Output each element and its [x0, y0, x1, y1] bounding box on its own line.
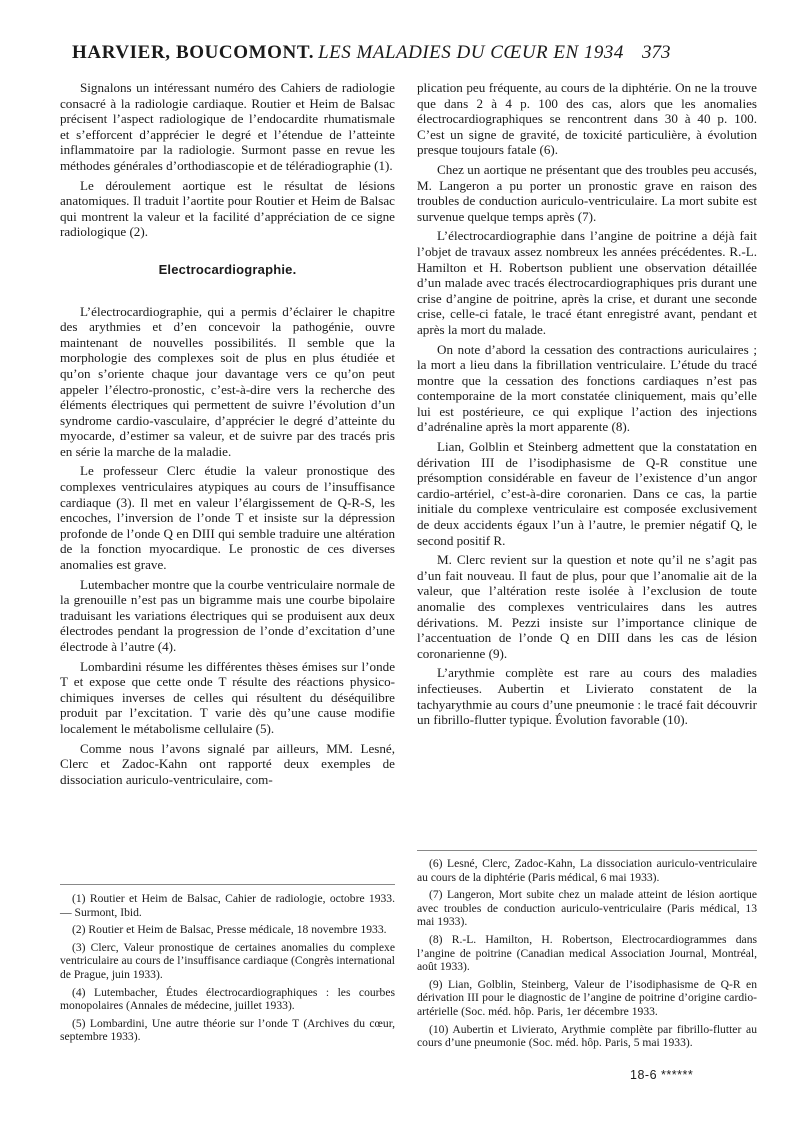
footnote: (5) Lombardini, Une autre théorie sur l’onde T (Archives du cœur, septembre 1933).	[60, 1016, 395, 1044]
header-authors: HARVIER, BOUCOMONT.	[72, 42, 315, 63]
left-column	[60, 80, 395, 791]
footnote: (1) Routier et Heim de Balsac, Cahier de radiologie, octobre 1933. — Surmont, Ibid.	[60, 892, 395, 919]
paragraph: Lutembacher montre que la courbe ventriculaire normale de la grenouille n’est pas un bigramme mais une courbe bipolaire traduisant les variations électriques qui se produisent aux deux électrodes pendant la progression de l’onde d’excitation d’une électrode à l’autre (4).	[60, 576, 395, 654]
paragraph: L’arythmie complète est rare au cours des maladies infectieuses. Aubertin et Livierato constatent de la tachyarythmie au cours d’une pneumonie : le tracé fait découvrir un fibrillo-flutter typique. Évolution favorable (10).	[417, 665, 757, 728]
right-column	[417, 80, 757, 732]
paragraph: M. Clerc revient sur la question et note qu’il ne s’agit pas d’un fait nouveau. Il faut de plus, pour que l’anomalie ait de la valeur, que l’altération reste isolée à l’exclusion de toute anomalie des complexes ventriculaires dans les autres dérivations. M. Pezzi insiste sur l’importance clinique de l’accentuation de l’onde Q en DIII dans les cas de lésion coronarienne (9).	[417, 552, 757, 661]
paragraph: Le professeur Clerc étudie la valeur pronostique des complexes ventriculaires atypiques au cours de l’insuffisance cardiaque (3). Il met en valeur l’élargissement de Q-R-S, les encoches, l’inversion de l’onde T et insiste sur la dépression profonde de l’onde Q en DIII qui semble traduire une altération de la fonction myocardique. Le pronostic de ces diverses anomalies est grave.	[60, 463, 395, 573]
footnote: (3) Clerc, Valeur pronostique de certaines anomalies du complexe ventriculaire au cours de l’insuffisance cardiaque (Congrès international de Prague, juin 1933).	[60, 940, 395, 981]
footnote: (7) Langeron, Mort subite chez un malade atteint de lésion aortique avec troubles de conduction auriculo-ventriculaire (Paris médical, 13 mai 1933).	[417, 888, 757, 929]
footnotes-left	[60, 892, 395, 1048]
paragraph: Le déroulement aortique est le résultat de lésions anatomiques. Il traduit l’aortite pour Routier et Heim de Balsac qui montrent la valeur et la facilité d’appréciation de ce signe radiologique (2).	[60, 177, 395, 240]
footnotes-right	[417, 857, 757, 1054]
footnote: (6) Lesné, Clerc, Zadoc-Kahn, La dissociation auriculo-ventriculaire au cours de la diphtérie (Paris médical, 6 mai 1933).	[417, 857, 757, 884]
footnote: (8) R.-L. Hamilton, H. Robertson, Electrocardiogrammes dans l’angine de poitrine (Canadian medical Association Journal, Montréal, août 1933).	[417, 932, 757, 974]
paragraph: L’électrocardiographie dans l’angine de poitrine a déjà fait l’objet de travaux assez nombreux les années précédentes. R.-L. Hamilton et H. Robertson publient une observation détaillée d’un malade avec tracés électrocardiographiques pris durant une crise d’angine de poitrine, après la crise, et durant une seconde crise, celle-ci fatale, le tracé étant enregistré avant, pendant et après la mort du malade.	[417, 228, 757, 337]
running-header	[72, 42, 792, 72]
paragraph: On note d’abord la cessation des contractions auriculaires ; la mort a lieu dans la fibrillation ventriculaire. L’étude du tracé montre que la cessation des fonctions cardiaques n’est pas contemporaine de la mort constatée cliniquement, mais qu’elle lui est postérieure, ce qui explique l’action des injections d’adrénaline après la mort apparente (8).	[417, 341, 757, 435]
footnote-rule-left	[60, 884, 395, 885]
header-title: LES MALADIES DU CŒUR EN 1934	[318, 42, 624, 63]
page-number: 373	[641, 42, 671, 63]
paragraph: L’électrocardiographie, qui a permis d’éclairer le chapitre des arythmies et d’en concevoir la pathogénie, ouvre maintenant de nouvelles possibilités. Il semble que la morphologie des complexes soit de plus en plus étudiée et qu’on s’oriente chaque jour davantage vers ce qu’on peut appeler l’électro-pronostic, c’est-à-dire vers la recherche des éléments électriques qui permettent de suivre l’évolution d’un syndrome cardio-vasculaire, d’apprécier le degré d’atteinte du myocarde, d’estimer sa valeur, et de suivre par des tracés pris en série la marche de la maladie.	[60, 303, 395, 459]
footnote: (4) Lutembacher, Études électrocardiographiques : les courbes monopolaires (Annales de médecine, juillet 1933).	[60, 985, 395, 1013]
paragraph: Lian, Golblin et Steinberg admettent que la constatation en dérivation III de l’isodiphasisme de Q-R constitue une présomption considérable en faveur de l’existence d’un angor cardio-artériel, c’est-à-dire coronarien. Dans ce cas, la partie initiale du complexe ventriculaire est composée exclusivement de deux accidents égaux l’un à l’autre, le premier négatif Q, le second positif R.	[417, 439, 757, 548]
footnote-rule-right	[417, 850, 757, 851]
printer-signature: 18-6 ******	[630, 1068, 694, 1082]
paragraph: Comme nous l’avons signalé par ailleurs, MM. Lesné, Clerc et Zadoc-Kahn ont rapporté deux exemples de dissociation auriculo-ventriculaire, com-	[60, 740, 395, 787]
footnote: (9) Lian, Golblin, Steinberg, Valeur de l’isodiphasisme de Q-R en dérivation III pour le diagnostic de l’angine de poitrine d’origine cardio-artérielle (Soc. méd. hôp. Paris, 1er décembre 1933.	[417, 977, 757, 1018]
footnote: (10) Aubertin et Livierato, Arythmie complète par fibrillo-flutter au cours d’une pneumonie (Soc. méd. hôp. Paris, 5 mai 1933).	[417, 1022, 757, 1050]
footnote: (2) Routier et Heim de Balsac, Presse médicale, 18 novembre 1933.	[72, 923, 387, 937]
paragraph: Signalons un intéressant numéro des Cahiers de radiologie consacré à la radiologie cardiaque. Routier et Heim de Balsac précisent l’aspect radiologique de l’endocardite rhumatismale et s’efforcent d’apprécier le degré et l’étendue de l’atteinte inflammatoire par la radiologie. Surmont passe en revue les méthodes générales d’orthodiascopie et de téléradiographie (1).	[60, 80, 395, 173]
section-heading: Electrocardiographie.	[158, 261, 297, 277]
paragraph: Chez un aortique ne présentant que des troubles peu accusés, M. Langeron a pu porter un pronostic grave en raison des troubles de conduction auriculo-ventriculaire. La mort subite est survenue quelque temps après (7).	[417, 161, 757, 224]
paragraph: plication peu fréquente, au cours de la diphtérie. On ne la trouve que dans 2 à 4 p. 100 des cas, alors que les anomalies électrocardiographiques se rencontrent dans 30 à 40 p. 100. C’est un signe de gravité, de toxicité particulière, à évolution presque toujours fatale (6).	[417, 80, 757, 158]
paragraph: Lombardini résume les différentes thèses émises sur l’onde T et expose que cette onde T résulte des réactions physico-chimiques inverses de celles qui résultent du déséquilibre produit par l’excitation. T varie dès qu’une cause modifie localement le métabolisme cellulaire (5).	[60, 658, 395, 736]
